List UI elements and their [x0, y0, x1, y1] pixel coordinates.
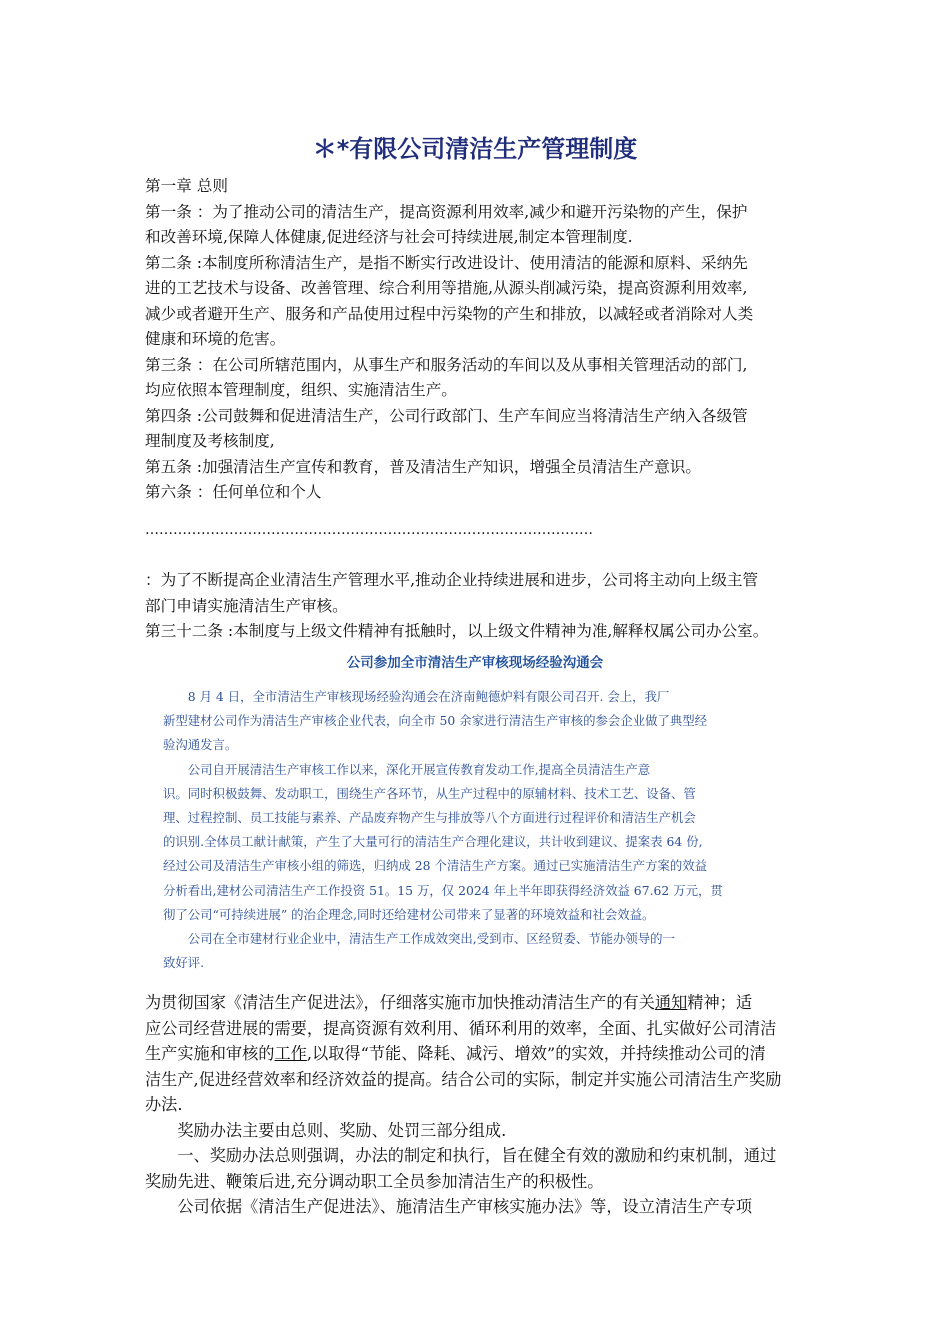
notice-link[interactable]: 通知: [654, 993, 688, 1012]
notice-line: 经过公司及清洁生产审核小组的筛选，归纳成 28 个清洁生产方案。通过已实施清洁生产方案的效益: [163, 858, 708, 874]
rules-line: 第五条 :加强清洁生产宣传和教育，普及清洁生产知识，增强全员清洁生产意识。: [145, 457, 701, 476]
rules-line: 第六条 ：任何单位和个人: [145, 483, 322, 501]
document-title: ＊*有限公司清洁生产管理制度: [312, 135, 638, 163]
reward-line: 办法.: [145, 1095, 183, 1114]
notice-line: 彻了公司“可持续进展” 的治企理念,同时还给建材公司带来了显著的环境效益和社会效益。: [163, 906, 655, 922]
reward-line: 公司依据《清洁生产促进法》、施清洁生产审核实施办法》等，设立清洁生产专项: [145, 1197, 753, 1216]
notice-line: 致好评.: [163, 955, 205, 971]
reward-line: 为贯彻国家《清洁生产促进法》，仔细落实施市加快推动清洁生产的有关通知精神；适: [145, 993, 753, 1012]
rules-line: 第四条 :公司鼓舞和促进清洁生产，公司行政部门、生产车间应当将清洁生产纳入各级管: [145, 406, 748, 425]
reward-line: 生产实施和审核的工作,以取得“节能、降耗、减污、增效”的实效，并持续推动公司的清: [145, 1044, 766, 1063]
notice-line: 识。同时积极鼓舞、发动职工，围绕生产各环节，从生产过程中的原辅材料、技术工艺、设备、管: [163, 785, 696, 801]
rules-line: 第一条 ：为了推动公司的清洁生产，提高资源利用效率,减少和避开污染物的产生，保护: [145, 202, 748, 221]
work-link[interactable]: 工作: [274, 1044, 307, 1063]
rules-line: 和改善环境,保障人体健康,促进经济与社会可持续进展,制定本管理制度.: [145, 228, 633, 246]
notice-line: 分析看出,建材公司清洁生产工作投资 51。15 万，仅 2024 年上半年即获得经济效益 67.62 万元，贯: [163, 882, 723, 898]
rules-line: 理制度及考核制度,: [145, 432, 275, 450]
rules-line: 第三十二条 :本制度与上级文件精神有抵触时，以上级文件精神为准,解释权属公司办公室。: [145, 622, 769, 640]
rules-section: [145, 174, 810, 506]
rules-line: 部门申请实施清洁生产审核。: [145, 596, 348, 615]
rules-line: 均应依照本管理制度，组织、实施清洁生产。: [145, 381, 457, 399]
rules-line: 健康和环境的危害。: [145, 330, 286, 348]
reward-section: [145, 990, 810, 1220]
reward-line: 洁生产,促进经营效率和经济效益的提高。结合公司的实际，制定并实施公司清洁生产奖励: [145, 1069, 782, 1089]
notice-line: 新型建材公司作为清洁生产审核企业代表，向全市 50 余家进行清洁生产审核的参会企业做了典型经: [163, 713, 708, 729]
rules-line: ：为了不断提高企业清洁生产管理水平,推动企业持续进展和进步，公司将主动向上级主管: [145, 571, 759, 589]
notice-line: 理、过程控制、员工技能与素养、产品废弃物产生与排放等八个方面进行过程评价和清洁生产机会: [163, 809, 696, 825]
notice-title: 公司参加全市清洁生产审核现场经验沟通会: [346, 655, 604, 671]
chapter-heading: 第一章 总则: [145, 177, 228, 195]
notice-line: 公司在全市建材行业企业中，清洁生产工作成效突出,受到市、区经贸委、节能办领导的一: [163, 930, 675, 946]
notice-line: 验沟通发言。: [163, 737, 238, 753]
rules-line: 减少或者避开生产、服务和产品使用过程中污染物的产生和排放，以减轻或者消除对人类: [145, 304, 754, 323]
rules-end-section: [145, 568, 810, 645]
notice-section: [163, 685, 803, 975]
reward-line: 一、奖励办法总则强调，办法的制定和执行，旨在健全有效的激励和约束机制，通过: [145, 1146, 777, 1165]
notice-line: 公司自开展清洁生产审核工作以来，深化开展宣传教育发动工作,提高全员清洁生产意: [163, 761, 651, 777]
notice-line: 的识别.全体员工献计献策，产生了大量可行的清洁生产合理化建议，共计收到建议、提案表 64 份,: [163, 834, 703, 850]
rules-line: 进的工艺技术与设备、改善管理、综合利用等措施,从源头削减污染，提高资源利用效率,: [145, 279, 748, 297]
reward-line: 应公司经营进展的需要，提高资源有效利用、循环利用的效率，全面、扎实做好公司清洁: [145, 1018, 777, 1038]
notice-line: 8 月 4 日，全市清洁生产审核现场经验沟通会在济南鲍德炉料有限公司召开. 会上，我厂: [163, 689, 670, 704]
ellipsis-divider: ……………………………………………………………………………………: [145, 522, 593, 538]
reward-line: 奖励先进、鞭策后进,充分调动职工全员参加清洁生产的积极性。: [145, 1171, 604, 1191]
rules-line: 第三条 ：在公司所辖范围内，从事生产和服务活动的车间以及从事相关管理活动的部门,: [145, 355, 748, 374]
reward-line: 奖励办法主要由总则、奖励、处罚三部分组成.: [145, 1120, 507, 1140]
rules-line: 第二条 :本制度所称清洁生产，是指不断实行改进设计、使用清洁的能源和原料、采纳先: [145, 253, 748, 272]
